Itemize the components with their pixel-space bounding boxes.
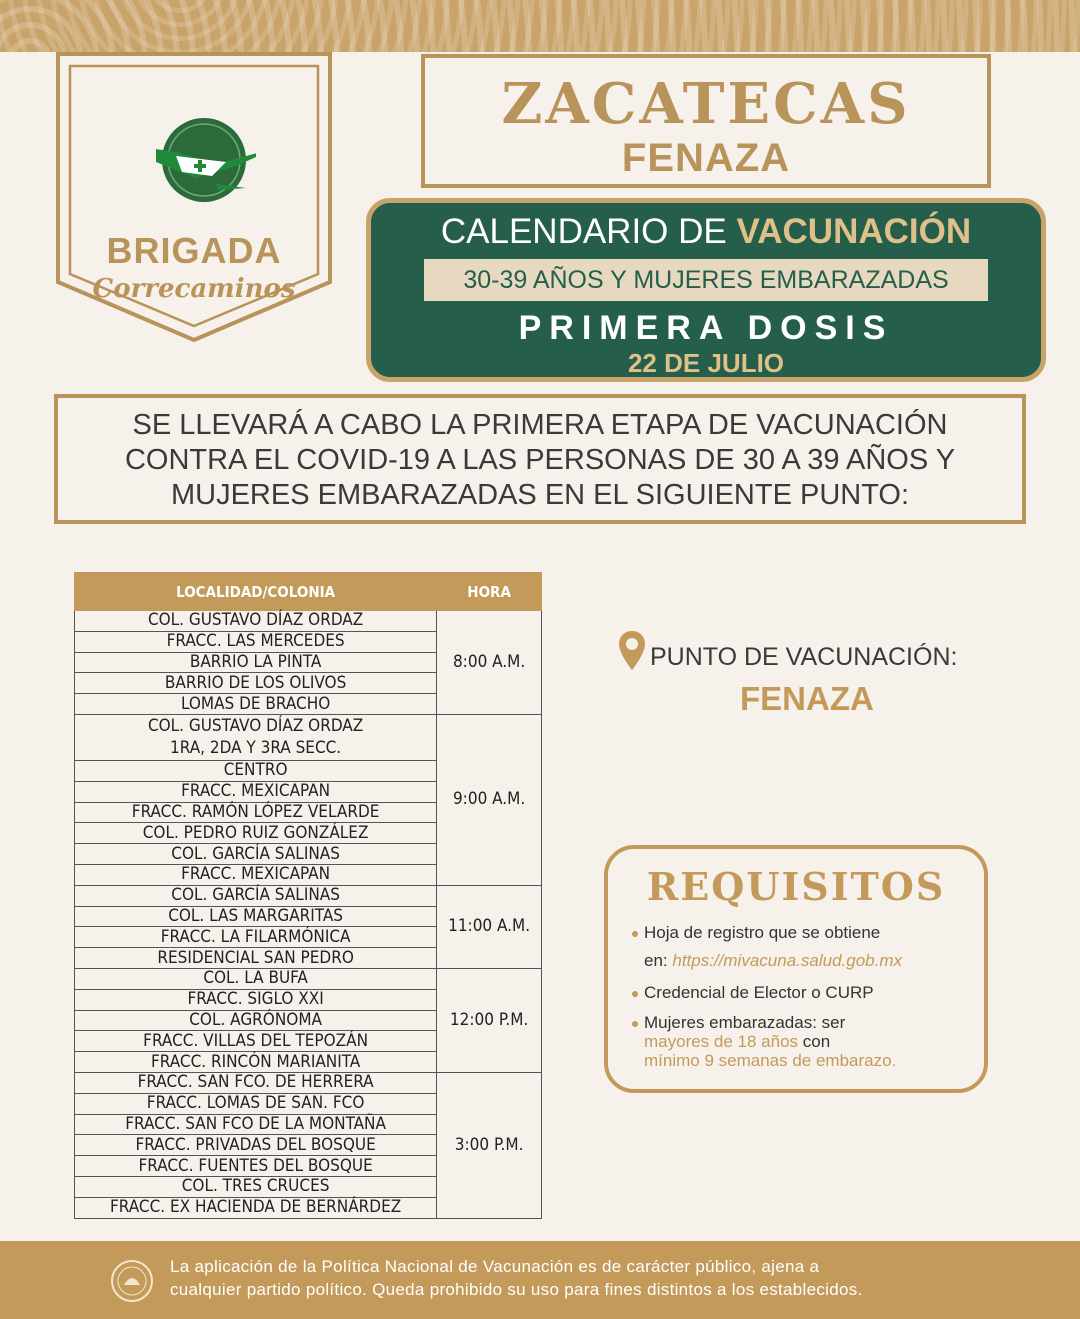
location-cell: FRACC. FUENTES DEL BOSQUE [75, 1156, 437, 1177]
column-header-time: HORA [437, 573, 542, 611]
column-header-location: LOCALIDAD/COLONIA [75, 573, 437, 611]
table-row [75, 1072, 542, 1093]
vaccination-point [618, 628, 998, 718]
header-box [421, 54, 991, 188]
location-cell: COL. LA BUFA [75, 968, 437, 989]
decorative-top-band [0, 0, 1080, 52]
time-cell: 8:00 A.M. [437, 611, 542, 715]
intro-line: SE LLEVARÁ A CABO LA PRIMERA ETAPA DE VACUNACIÓN [132, 409, 948, 441]
footer-line: La aplicación de la Política Nacional de Vacunación es de carácter público, ajena a [170, 1257, 820, 1276]
table-row [75, 714, 542, 760]
location-cell: FRACC. SAN FCO DE LA MONTAÑA [75, 1114, 437, 1135]
location-cell: FRACC. RINCÓN MARIANITA [75, 1052, 437, 1073]
footer-line: cualquier partido político. Queda prohibido su uso para fines distintos a los establecidos. [170, 1280, 863, 1299]
location-cell: FRACC. SIGLO XXI [75, 989, 437, 1010]
vaccination-point-name: FENAZA [740, 680, 874, 717]
requirements-title: REQUISITOS [646, 864, 946, 909]
vaccination-date: 22 DE JULIO [627, 348, 785, 378]
time-cell: 3:00 P.M. [437, 1072, 542, 1218]
location-cell: BARRIO LA PINTA [75, 652, 437, 673]
location-cell: LOMAS DE BRACHO [75, 694, 437, 715]
registration-link[interactable]: https://mivacuna.salud.gob.mx [672, 951, 902, 970]
location-cell: COL. GUSTAVO DÍAZ ORDAZ [75, 611, 437, 632]
age-group-banner: 30-39 AÑOS Y MUJERES EMBARAZADAS [424, 259, 988, 301]
dose-label: PRIMERA DOSIS [518, 309, 894, 347]
location-cell: COL. AGRÓNOMA [75, 1010, 437, 1031]
brigada-badge [56, 52, 332, 342]
roadrunner-logo-icon [156, 112, 256, 208]
place-title: FENAZA [621, 136, 791, 180]
time-cell: 12:00 P.M. [437, 968, 542, 1072]
location-cell: BARRIO DE LOS OLIVOS [75, 673, 437, 694]
intro-line: CONTRA EL COVID-19 A LAS PERSONAS DE 30 A 39 AÑOS Y [124, 444, 956, 476]
location-cell: COL. TRES CRUCES [75, 1176, 437, 1197]
national-seal-icon [110, 1259, 154, 1303]
location-cell: RESIDENCIAL SAN PEDRO [75, 948, 437, 969]
location-cell: FRACC. PRIVADAS DEL BOSQUE [75, 1135, 437, 1156]
requirements-box [604, 845, 988, 1093]
calendar-prefix: CALENDARIO DE [440, 212, 727, 251]
location-cell: FRACC. VILLAS DEL TEPOZÁN [75, 1031, 437, 1052]
vaccination-point-label: PUNTO DE VACUNACIÓN: [650, 643, 958, 671]
requirement-text: con [802, 1032, 831, 1051]
schedule-table [74, 572, 542, 1219]
location-cell: FRACC. RAMÓN LÓPEZ VELARDE [75, 802, 437, 823]
requirement-item [644, 919, 966, 975]
calendar-heading [371, 211, 1041, 253]
table-header-row [75, 573, 542, 611]
badge-title: BRIGADA [106, 230, 282, 271]
calendar-box [366, 198, 1046, 382]
intro-box [54, 394, 1026, 524]
location-cell: FRACC. MEXICAPAN [75, 864, 437, 885]
location-cell: COL. GUSTAVO DÍAZ ORDAZ 1RA, 2DA Y 3RA SECC. [75, 714, 437, 760]
location-cell: COL. GARCÍA SALINAS [75, 844, 437, 865]
location-cell: COL. LAS MARGARITAS [75, 906, 437, 927]
location-cell: FRACC. MEXICAPAN [75, 781, 437, 802]
schedule-body [75, 611, 542, 1219]
footer [0, 1241, 1080, 1319]
requirement-highlight: mínimo 9 semanas de embarazo. [644, 1051, 897, 1070]
time-cell: 11:00 A.M. [437, 885, 542, 968]
requirement-item [644, 1009, 966, 1070]
location-cell: COL. PEDRO RUIZ GONZÁLEZ [75, 823, 437, 844]
location-cell: FRACC. LAS MERCEDES [75, 631, 437, 652]
footer-disclaimer [170, 1255, 1050, 1301]
location-cell: FRACC. EX HACIENDA DE BERNÁRDEZ [75, 1197, 437, 1218]
table-row [75, 611, 542, 632]
table-row [75, 885, 542, 906]
requirement-item [644, 979, 966, 1007]
location-cell: COL. GARCÍA SALINAS [75, 885, 437, 906]
time-cell: 9:00 A.M. [437, 714, 542, 885]
badge-subtitle: Correcaminos [92, 274, 296, 304]
location-cell: FRACC. SAN FCO. DE HERRERA [75, 1072, 437, 1093]
location-cell: FRACC. LOMAS DE SAN. FCO [75, 1093, 437, 1114]
state-title: ZACATECAS [501, 71, 911, 137]
requirement-text: Hoja de registro que se obtiene [644, 923, 881, 942]
requirement-text: Mujeres embarazadas: ser [644, 1013, 846, 1032]
intro-line: MUJERES EMBARAZADAS EN EL SIGUIENTE PUNTO: [170, 479, 910, 511]
requirement-text: en: [644, 951, 668, 970]
location-cell: FRACC. LA FILARMÓNICA [75, 927, 437, 948]
calendar-highlight: VACUNACIÓN [736, 212, 972, 251]
location-cell: CENTRO [75, 760, 437, 781]
requirement-text: Credencial de Elector o CURP [644, 983, 874, 1002]
table-row [75, 968, 542, 989]
requirement-highlight: mayores de 18 años [644, 1032, 799, 1051]
location-pin-icon [618, 630, 646, 674]
